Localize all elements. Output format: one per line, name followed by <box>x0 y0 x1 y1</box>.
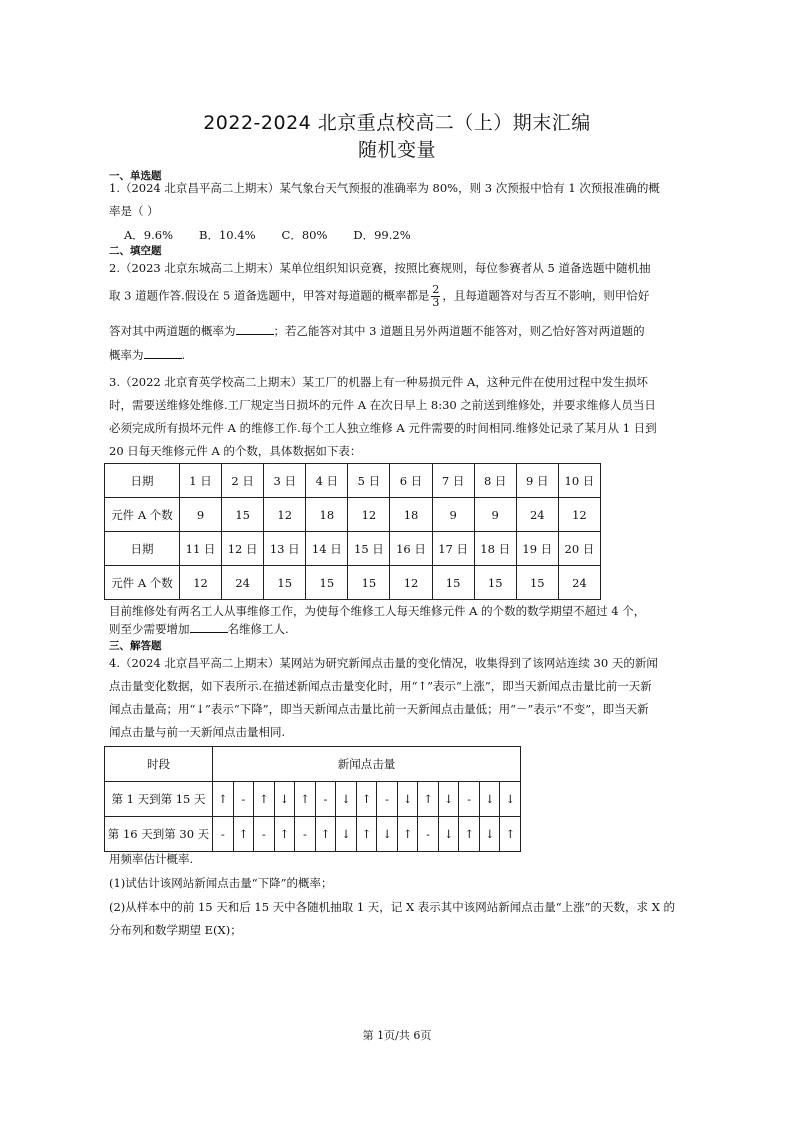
table-cell: 10 日 <box>558 464 600 498</box>
table-cell: 11 日 <box>180 532 222 566</box>
table-cell: ↑ <box>315 817 336 852</box>
section-heading-solution: 三、解答题 <box>109 640 162 652</box>
table-cell: 15 <box>264 566 306 600</box>
table-cell: 9 日 <box>516 464 558 498</box>
table-cell: 24 <box>222 566 264 600</box>
table-cell: 20 日 <box>558 532 600 566</box>
table-cell: - <box>377 782 398 817</box>
answer-blank <box>144 346 182 359</box>
table-cell: 12 <box>348 498 390 532</box>
q1-option-b: B．10.4% <box>199 228 256 242</box>
q2-text-line3 <box>109 322 689 339</box>
q4-text-line2: 点击量变化数据，如下表所示.在描述新闻点击量变化时，用“↑”表示“上涨”，即当天新闻点击量比前一天新 <box>109 679 652 693</box>
table-cell: ↓ <box>336 817 357 852</box>
table-cell: ↓ <box>274 782 295 817</box>
row-label-date: 日期 <box>105 464 180 498</box>
q3-after-line2b: 名维修工人. <box>227 622 289 636</box>
q3-text-line4: 20 日每天维修元件 A 的个数，具体数据如下表： <box>109 444 362 458</box>
page-subtitle: 随机变量 <box>357 139 436 161</box>
table-cell: 12 <box>264 498 306 532</box>
q3-text-line1: 3.（2022 北京育英学校高二上期末）某工厂的机器上有一种易损元件 A，这种元件在使用过程中发生损坏 <box>109 375 648 389</box>
q2-text-line1: 2.（2023 北京东城高二上期末）某单位组织知识竞赛，按照比赛规则，每位参赛者从 5 道备选题中随机抽 <box>109 261 651 275</box>
q3-text-line3: 必须完成所有损坏元件 A 的维修工作.每个工人独立维修 A 元件需要的时间相同.维修处记录了某月从 1 日到 <box>109 421 657 435</box>
table-cell: - <box>213 817 234 852</box>
q2-text-line4a: 概率为 <box>109 348 144 362</box>
table-cell: 9 <box>432 498 474 532</box>
table-cell: 24 <box>558 566 600 600</box>
fraction-two-thirds <box>431 284 440 309</box>
table-cell: ↑ <box>500 817 521 852</box>
table-cell: ↑ <box>233 817 254 852</box>
table-cell: 13 日 <box>264 532 306 566</box>
section-heading-single-choice: 一、单选题 <box>109 170 162 182</box>
q1-option-a: A．9.6% <box>124 228 174 242</box>
q2-text-line2 <box>109 284 689 309</box>
table-cell: 9 <box>180 498 222 532</box>
q2-text-line4b: . <box>181 348 186 362</box>
table-cell: - <box>254 817 275 852</box>
table-cell: 15 <box>474 566 516 600</box>
table-row-counts-1 <box>105 498 601 532</box>
q1-options <box>124 227 604 243</box>
column-header-clicks: 新闻点击量 <box>213 747 521 782</box>
answer-blank <box>190 620 228 633</box>
table-cell: ↓ <box>377 817 398 852</box>
table-cell: - <box>459 782 480 817</box>
q1-option-c: C．80% <box>281 228 328 242</box>
row-label-count: 元件 A 个数 <box>105 566 180 600</box>
answer-blank <box>236 322 274 335</box>
table-cell: 12 日 <box>222 532 264 566</box>
row-label-last-15: 第 16 天到第 30 天 <box>105 817 213 852</box>
q2-text-line2a: 取 3 道题作答.假设在 5 道备选题中，甲答对每道题的概率都是 <box>109 288 430 303</box>
row-label-date: 日期 <box>105 532 180 566</box>
q2-text-line2b: ，且每道题答对与否互不影响，则甲恰好 <box>442 288 650 303</box>
table-cell: ↓ <box>479 782 500 817</box>
q3-after-line2a: 则至少需要增加 <box>109 622 190 636</box>
table-cell: 15 <box>306 566 348 600</box>
page-number: 第 1页/共 6页 <box>362 1029 432 1042</box>
q4-text-line3: 闻点击量高；用“↓”表示“下降”，即当天新闻点击量比前一天新闻点击量低；用“－”表示“不变”，即当天新 <box>109 702 649 716</box>
q2-text-line3b: ；若乙能答对其中 3 道题且另外两道题不能答对，则乙恰好答对两道题的 <box>273 324 645 338</box>
table-cell: 18 <box>390 498 432 532</box>
table-cell: 5 日 <box>348 464 390 498</box>
table-cell: 4 日 <box>306 464 348 498</box>
table-cell: ↓ <box>479 817 500 852</box>
table-cell: 18 <box>306 498 348 532</box>
repair-count-table <box>104 463 601 600</box>
column-header-period: 时段 <box>105 747 213 782</box>
table-cell: ↑ <box>295 782 316 817</box>
table-row-dates-2 <box>105 532 601 566</box>
table-row-dates-1 <box>105 464 601 498</box>
table-cell: 15 <box>516 566 558 600</box>
table-cell: ↑ <box>213 782 234 817</box>
q4-text-line4: 闻点击量与前一天新闻点击量相同. <box>109 725 286 739</box>
table-cell: ↓ <box>438 817 459 852</box>
row-label-count: 元件 A 个数 <box>105 498 180 532</box>
table-cell: 12 <box>180 566 222 600</box>
table-cell: 12 <box>390 566 432 600</box>
q1-text-line1: 1.（2024 北京昌平高二上期末）某气象台天气预报的准确率为 80%，则 3 次预报中恰有 1 次预报准确的概 <box>109 181 660 195</box>
table-header-row <box>105 747 521 782</box>
table-cell: - <box>295 817 316 852</box>
table-cell: 15 <box>222 498 264 532</box>
table-cell: ↑ <box>418 782 439 817</box>
table-cell: 12 <box>558 498 600 532</box>
table-cell: ↓ <box>336 782 357 817</box>
table-cell: 17 日 <box>432 532 474 566</box>
q1-option-d: D．99.2% <box>353 228 411 242</box>
q4-after-line1: 用频率估计概率. <box>109 852 194 866</box>
table-cell: ↑ <box>459 817 480 852</box>
table-cell: 2 日 <box>222 464 264 498</box>
row-label-first-15: 第 1 天到第 15 天 <box>105 782 213 817</box>
q4-part2: (2)从样本中的前 15 天和后 15 天中各随机抽取 1 天，记 X 表示其中该网站新闻点击量“上涨”的天数，求 X 的 <box>109 900 676 914</box>
q4-text-line1: 4.（2024 北京昌平高二上期末）某网站为研究新闻点击量的变化情况，收集得到了该网站连续 30 天的新闻 <box>109 656 658 670</box>
q3-after-line2 <box>109 620 689 637</box>
q1-text-line2: 率是（ ） <box>109 204 159 218</box>
news-click-table <box>104 746 521 852</box>
q4-part2b: 分布列和数学期望 E(X)； <box>109 923 242 937</box>
q2-text-line3a: 答对其中两道题的概率为 <box>109 324 236 338</box>
table-cell: ↑ <box>254 782 275 817</box>
q3-text-line2: 时，需要送维修处维修.工厂规定当日损坏的元件 A 在次日早上 8:30 之前送到维修处，并要求维修人员当日 <box>109 398 656 412</box>
q2-text-line4 <box>109 346 689 363</box>
table-cell: ↑ <box>356 817 377 852</box>
fraction-numerator: 2 <box>432 283 440 296</box>
table-cell: 15 日 <box>348 532 390 566</box>
table-cell: ↓ <box>438 782 459 817</box>
table-row-counts-2 <box>105 566 601 600</box>
table-cell: ↑ <box>356 782 377 817</box>
table-row-days-16-30 <box>105 817 521 852</box>
section-heading-fill-blank: 二、填空题 <box>109 245 162 257</box>
q3-after-line1: 目前维修处有两名工人从事维修工作，为使每个维修工人每天维修元件 A 的个数的数学期望不超过 4 个， <box>109 604 646 618</box>
table-cell: ↑ <box>397 817 418 852</box>
table-cell: 7 日 <box>432 464 474 498</box>
table-cell: 14 日 <box>306 532 348 566</box>
fraction-denominator: 3 <box>432 296 440 309</box>
table-cell: 24 <box>516 498 558 532</box>
table-cell: 19 日 <box>516 532 558 566</box>
table-cell: 3 日 <box>264 464 306 498</box>
q4-part1: (1)试估计该网站新闻点击量“下降”的概率； <box>109 876 333 890</box>
table-cell: 16 日 <box>390 532 432 566</box>
table-cell: 9 <box>474 498 516 532</box>
table-cell: 6 日 <box>390 464 432 498</box>
table-cell: 15 <box>348 566 390 600</box>
table-cell: 1 日 <box>180 464 222 498</box>
table-cell: 8 日 <box>474 464 516 498</box>
table-cell: - <box>315 782 336 817</box>
table-cell: ↓ <box>500 782 521 817</box>
table-cell: 15 <box>432 566 474 600</box>
table-row-days-1-15 <box>105 782 521 817</box>
table-cell: 18 日 <box>474 532 516 566</box>
table-cell: - <box>418 817 439 852</box>
table-cell: ↑ <box>274 817 295 852</box>
table-cell: ↓ <box>397 782 418 817</box>
table-cell: - <box>233 782 254 817</box>
page-title: 2022-2024 北京重点校高二（上）期末汇编 <box>203 112 591 134</box>
